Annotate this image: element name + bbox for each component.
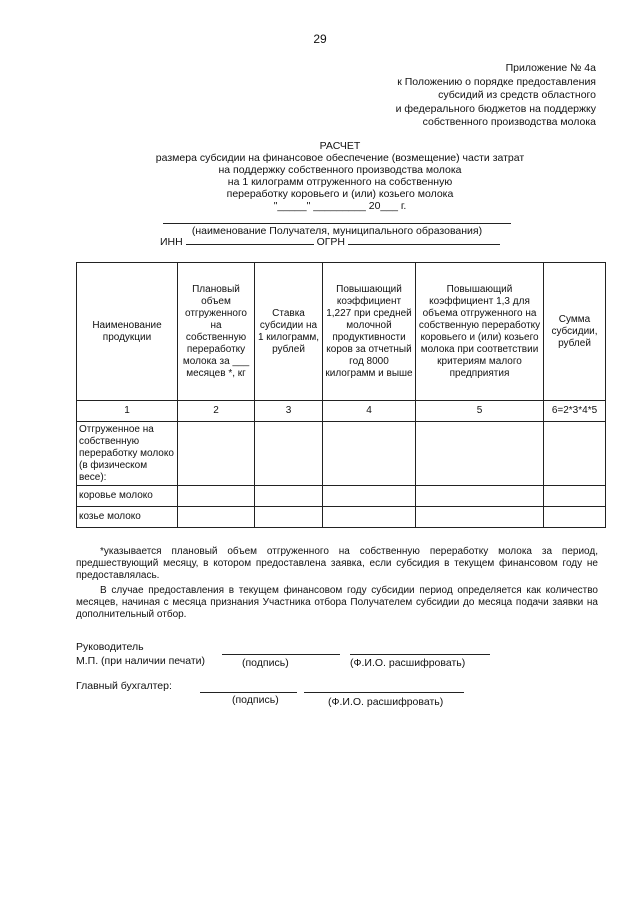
title-heading: РАСЧЕТ <box>319 140 361 152</box>
annex-line: собственного производства молока <box>422 116 596 128</box>
accountant-label: Главный бухгалтер: <box>76 680 172 692</box>
column-number-row <box>77 401 606 422</box>
table-cell[interactable] <box>178 507 255 528</box>
head-name-field[interactable] <box>350 654 490 655</box>
table-cell[interactable] <box>323 507 416 528</box>
annex-line: субсидий из средств областного <box>438 89 596 101</box>
table-cell[interactable] <box>544 486 606 507</box>
signature-caption: (подпись) <box>242 657 289 669</box>
title-line: переработку коровьего и (или) козьего молока <box>226 188 454 200</box>
page-number: 29 <box>313 32 327 46</box>
table-header-cell: Наименование продукции <box>77 263 178 401</box>
title-line: на поддержку собственного производства молока <box>218 164 462 176</box>
table-header-cell: Повышающий коэффициент 1,3 для объема отгруженного на собственную переработку коровьего и (или) козьего молока при соответствии критериям малого предприятия <box>416 263 544 401</box>
footnotes <box>76 546 598 624</box>
annex-line: Приложение № 4а <box>505 62 596 74</box>
table-header-cell: Ставка субсидии на 1 килограмм, рублей <box>255 263 323 401</box>
column-number: 5 <box>416 401 544 422</box>
table-cell[interactable] <box>544 422 606 486</box>
table-row <box>77 507 606 528</box>
footnote: *указывается плановый объем отгруженного на собственную переработку молока за период, предшествующий месяцу, в котором предоставлена заявка, если субсидия в текущем финансовом году не предоставлялась. <box>76 546 598 581</box>
footnote: В случае предоставления в текущем финансовом году субсидии период определяется как количество месяцев, начиная с месяца признания Участника отбора Получателем субсидии до месяца подачи заявки на дополнительный отбор. <box>76 585 598 620</box>
name-caption: (Ф.И.О. расшифровать) <box>350 657 466 669</box>
column-number: 2 <box>178 401 255 422</box>
table-cell[interactable] <box>178 422 255 486</box>
table-cell[interactable] <box>178 486 255 507</box>
accountant-name-field[interactable] <box>304 692 464 693</box>
table-cell[interactable] <box>255 422 323 486</box>
head-signature-field[interactable] <box>222 654 340 655</box>
table-header-cell: Сумма субсидии, рублей <box>544 263 606 401</box>
table-header-row <box>77 263 606 401</box>
annex-line: и федерального бюджетов на поддержку <box>395 102 596 115</box>
accountant-signature-field[interactable] <box>200 692 297 693</box>
signature-caption: (подпись) <box>232 694 279 706</box>
name-caption: (Ф.И.О. расшифровать) <box>328 696 444 708</box>
ogrn-field[interactable] <box>348 235 500 245</box>
annex-reference <box>266 62 596 130</box>
column-number: 6=2*3*4*5 <box>544 401 606 422</box>
inn-ogrn-row <box>160 235 500 248</box>
stamp-label: М.П. (при наличии печати) <box>76 655 206 667</box>
table-row <box>77 422 606 486</box>
row-label: козье молоко <box>77 507 178 528</box>
table-cell[interactable] <box>323 486 416 507</box>
title-date-line: "_____" _________ 20___ г. <box>273 200 407 212</box>
table-cell[interactable] <box>255 486 323 507</box>
ogrn-label: ОГРН <box>316 236 346 248</box>
column-number: 4 <box>323 401 416 422</box>
document-title <box>100 140 580 212</box>
row-label: коровье молоко <box>77 486 178 507</box>
title-line: на 1 килограмм отгруженного на собственную <box>227 176 453 188</box>
column-number: 3 <box>255 401 323 422</box>
table-cell[interactable] <box>255 507 323 528</box>
recipient-name-field[interactable] <box>163 223 511 224</box>
table-cell[interactable] <box>416 507 544 528</box>
table-cell[interactable] <box>416 486 544 507</box>
annex-line: к Положению о порядке предоставления <box>397 75 596 88</box>
subsidy-calculation-table <box>76 262 606 528</box>
inn-field[interactable] <box>186 235 314 245</box>
table-row <box>77 486 606 507</box>
table-cell[interactable] <box>416 422 544 486</box>
table-cell[interactable] <box>544 507 606 528</box>
head-label: Руководитель <box>76 641 144 653</box>
row-label: Отгруженное на собственную переработку молоко (в физическом весе): <box>77 422 178 486</box>
recipient-caption: (наименование Получателя, муниципального образования) <box>191 225 483 237</box>
title-line: размера субсидии на финансовое обеспечение (возмещение) части затрат <box>155 152 525 164</box>
inn-label: ИНН <box>160 236 183 248</box>
table-header-cell: Плановый объем отгруженного на собственную переработку молока за ___ месяцев *, кг <box>178 263 255 401</box>
table-header-cell: Повышающий коэффициент 1,227 при средней молочной продуктивности коров за отчетный год 8000 килограмм и выше <box>323 263 416 401</box>
column-number: 1 <box>77 401 178 422</box>
table-cell[interactable] <box>323 422 416 486</box>
